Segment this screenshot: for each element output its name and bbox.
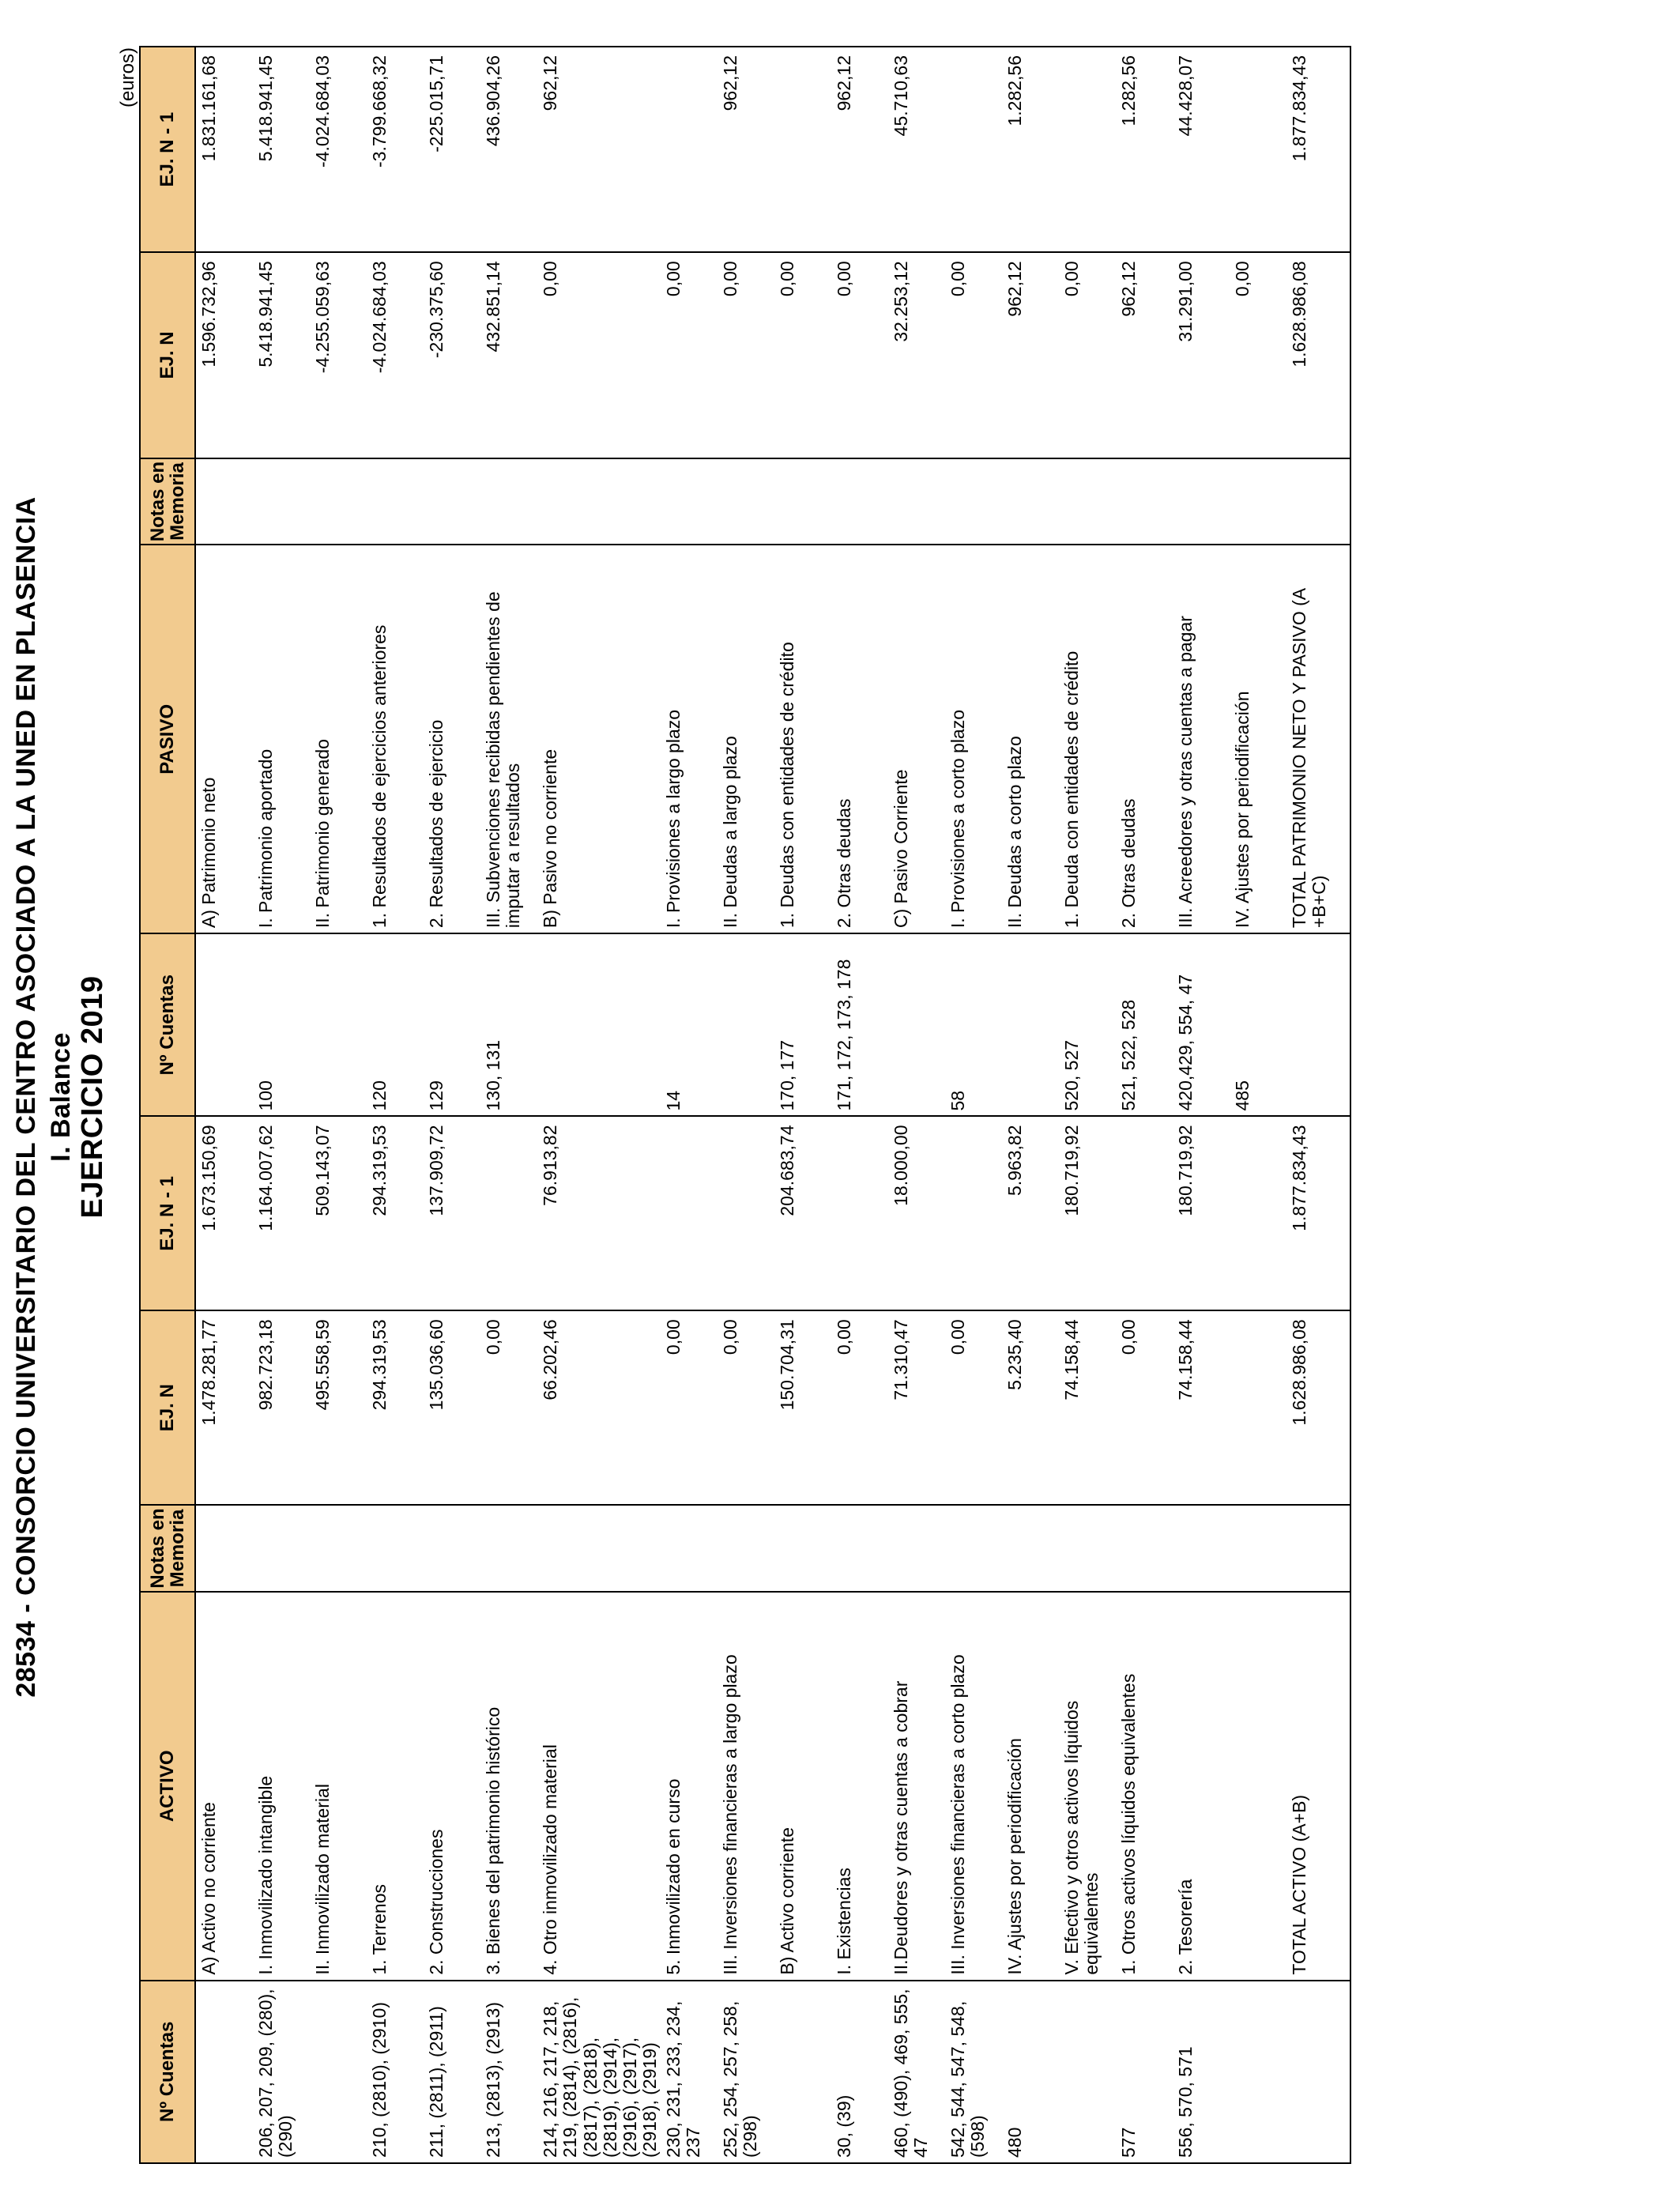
pasivo-label-cell: II. Deudas a corto plazo	[1002, 545, 1059, 933]
activo-accounts-cell: 211, (2811), (2911)	[424, 1981, 480, 2163]
activo-accounts-cell: 252, 254, 257, 258, (298)	[718, 1981, 774, 2163]
col-header-ej-n-pasivo: EJ. N	[140, 252, 195, 458]
activo-accounts-cell: 577	[1116, 1981, 1173, 2163]
activo-ej-n-cell: 1.478.281,77	[195, 1310, 253, 1505]
pasivo-ej-n1-cell	[1059, 47, 1116, 252]
pasivo-ej-n-cell: 31.291,00	[1173, 252, 1230, 458]
pasivo-accounts-cell	[310, 933, 367, 1116]
activo-ej-n-cell: 0,00	[480, 1310, 537, 1505]
pasivo-ej-n1-cell: -4.024.684,03	[310, 47, 367, 252]
table-row	[1002, 47, 1059, 2163]
col-header-ej-n1: EJ. N - 1	[140, 1116, 195, 1310]
pasivo-label-cell: I. Provisiones a corto plazo	[945, 545, 1002, 933]
pasivo-notes-cell	[1116, 458, 1173, 545]
pasivo-notes-cell	[480, 458, 537, 545]
activo-ej-n-cell: 0,00	[831, 1310, 888, 1505]
pasivo-ej-n1-cell	[945, 47, 1002, 252]
table-row	[310, 47, 367, 2163]
activo-label-cell: 1. Otros activos líquidos equivalentes	[1116, 1592, 1173, 1981]
table-row	[195, 47, 253, 2163]
activo-accounts-cell	[774, 1981, 831, 2163]
pasivo-accounts-cell	[537, 933, 661, 1116]
activo-label-cell: IV. Ajustes por periodificación	[1002, 1592, 1059, 1981]
table-row	[424, 47, 480, 2163]
pasivo-notes-cell	[537, 458, 661, 545]
pasivo-label-cell: A) Patrimonio neto	[195, 545, 253, 933]
activo-label-cell: 4. Otro inmovilizado material	[537, 1592, 661, 1981]
activo-accounts-cell: 214, 216, 217, 218, 219, (2814), (2816), (2817), (2818), (2819), (2914), (2916), (2917), (2918), (2919)	[537, 1981, 661, 2163]
pasivo-label-cell: 1. Deuda con entidades de crédito	[1059, 545, 1116, 933]
activo-ej-n-cell: 71.310,47	[888, 1310, 945, 1505]
col-header-notes-pasivo: Notas en Memoria	[140, 458, 195, 545]
pasivo-accounts-cell	[195, 933, 253, 1116]
activo-ej-n1-cell: 204.683,74	[774, 1116, 831, 1310]
activo-accounts-cell: 30, (39)	[831, 1981, 888, 2163]
activo-accounts-cell	[1059, 1981, 1116, 2163]
pasivo-notes-cell	[945, 458, 1002, 545]
activo-notes-cell	[195, 1505, 253, 1592]
activo-ej-n-cell: 150.704,31	[774, 1310, 831, 1505]
pasivo-ej-n-cell: 432.851,14	[480, 252, 537, 458]
activo-ej-n1-cell: 1.164.007,62	[253, 1116, 310, 1310]
activo-ej-n1-cell: 180.719,92	[1173, 1116, 1230, 1310]
pasivo-label-cell: TOTAL PATRIMONIO NETO Y PASIVO (A +B+C)	[1286, 545, 1350, 933]
col-header-accounts-pasivo: Nº Cuentas	[140, 933, 195, 1116]
pasivo-notes-cell	[661, 458, 718, 545]
pasivo-label-cell: II. Patrimonio generado	[310, 545, 367, 933]
pasivo-ej-n-cell: 0,00	[831, 252, 888, 458]
table-row	[1173, 47, 1230, 2163]
pasivo-accounts-cell: 14	[661, 933, 718, 1116]
activo-notes-cell	[718, 1505, 774, 1592]
activo-label-cell: B) Activo corriente	[774, 1592, 831, 1981]
pasivo-notes-cell	[831, 458, 888, 545]
pasivo-notes-cell	[424, 458, 480, 545]
activo-notes-cell	[480, 1505, 537, 1592]
balance-table	[139, 46, 1351, 2164]
pasivo-accounts-cell: 120	[367, 933, 424, 1116]
pasivo-ej-n-cell: 0,00	[537, 252, 661, 458]
pasivo-ej-n1-cell: 1.282,56	[1002, 47, 1059, 252]
activo-ej-n1-cell: 294.319,53	[367, 1116, 424, 1310]
pasivo-notes-cell	[888, 458, 945, 545]
activo-notes-cell	[424, 1505, 480, 1592]
activo-ej-n1-cell	[1116, 1116, 1173, 1310]
pasivo-accounts-cell: 170, 177	[774, 933, 831, 1116]
table-row	[537, 47, 661, 2163]
activo-ej-n-cell: 0,00	[945, 1310, 1002, 1505]
pasivo-label-cell: 2. Otras deudas	[1116, 545, 1173, 933]
pasivo-ej-n-cell: 0,00	[945, 252, 1002, 458]
pasivo-accounts-cell: 521, 522, 528	[1116, 933, 1173, 1116]
col-header-notes: Notas en Memoria	[140, 1505, 195, 1592]
activo-label-cell: 3. Bienes del patrimonio histórico	[480, 1592, 537, 1981]
pasivo-ej-n-cell: 0,00	[774, 252, 831, 458]
activo-label-cell: V. Efectivo y otros activos líquidos equivalentes	[1059, 1592, 1116, 1981]
activo-ej-n-cell: 0,00	[661, 1310, 718, 1505]
pasivo-ej-n-cell: 0,00	[718, 252, 774, 458]
pasivo-accounts-cell: 129	[424, 933, 480, 1116]
activo-ej-n-cell	[1230, 1310, 1286, 1505]
pasivo-notes-cell	[718, 458, 774, 545]
pasivo-label-cell: I. Provisiones a largo plazo	[661, 545, 718, 933]
activo-ej-n-cell: 0,00	[718, 1310, 774, 1505]
activo-label-cell: 2. Tesorería	[1173, 1592, 1230, 1981]
activo-accounts-cell	[310, 1981, 367, 2163]
pasivo-ej-n1-cell: 1.877.834,43	[1286, 47, 1350, 252]
activo-ej-n-cell: 1.628.986,08	[1286, 1310, 1350, 1505]
activo-ej-n-cell: 294.319,53	[367, 1310, 424, 1505]
pasivo-ej-n-cell: 1.596.732,96	[195, 252, 253, 458]
table-row	[831, 47, 888, 2163]
pasivo-accounts-cell: 420,429, 554, 47	[1173, 933, 1230, 1116]
activo-notes-cell	[1173, 1505, 1230, 1592]
activo-accounts-cell	[195, 1981, 253, 2163]
pasivo-ej-n-cell: 0,00	[1230, 252, 1286, 458]
activo-ej-n1-cell	[945, 1116, 1002, 1310]
table-row	[253, 47, 310, 2163]
pasivo-notes-cell	[1230, 458, 1286, 545]
activo-ej-n1-cell	[718, 1116, 774, 1310]
activo-notes-cell	[1286, 1505, 1350, 1592]
pasivo-label-cell: B) Pasivo no corriente	[537, 545, 661, 933]
activo-ej-n1-cell: 1.877.834,43	[1286, 1116, 1350, 1310]
activo-accounts-cell: 460, (490), 469, 555, 47	[888, 1981, 945, 2163]
activo-accounts-cell: 210, (2810), (2910)	[367, 1981, 424, 2163]
pasivo-label-cell: 2. Otras deudas	[831, 545, 888, 933]
pasivo-ej-n1-cell: 44.428,07	[1173, 47, 1230, 252]
table-row	[1286, 47, 1350, 2163]
activo-notes-cell	[888, 1505, 945, 1592]
pasivo-label-cell: II. Deudas a largo plazo	[718, 545, 774, 933]
pasivo-accounts-cell: 171, 172, 173, 178	[831, 933, 888, 1116]
pasivo-label-cell: I. Patrimonio aportado	[253, 545, 310, 933]
activo-accounts-cell: 213, (2813), (2913)	[480, 1981, 537, 2163]
activo-ej-n-cell: 74.158,44	[1059, 1310, 1116, 1505]
pasivo-notes-cell	[774, 458, 831, 545]
col-header-activo: ACTIVO	[140, 1592, 195, 1981]
activo-accounts-cell: 230, 231, 233, 234, 237	[661, 1981, 718, 2163]
pasivo-notes-cell	[310, 458, 367, 545]
activo-label-cell: II. Inmovilizado material	[310, 1592, 367, 1981]
table-row	[1059, 47, 1116, 2163]
activo-accounts-cell: 206, 207, 209, (280), (290)	[253, 1981, 310, 2163]
activo-ej-n-cell: 495.558,59	[310, 1310, 367, 1505]
table-body	[195, 47, 1350, 2163]
pasivo-notes-cell	[253, 458, 310, 545]
activo-label-cell: I. Existencias	[831, 1592, 888, 1981]
pasivo-ej-n-cell: 1.628.986,08	[1286, 252, 1350, 458]
activo-label-cell: III. Inversiones financieras a corto plazo	[945, 1592, 1002, 1981]
activo-label-cell: A) Activo no corriente	[195, 1592, 253, 1981]
activo-accounts-cell	[1230, 1981, 1286, 2163]
activo-ej-n1-cell: 18.000,00	[888, 1116, 945, 1310]
table-row	[661, 47, 718, 2163]
activo-ej-n-cell: 66.202,46	[537, 1310, 661, 1505]
activo-accounts-cell: 480	[1002, 1981, 1059, 2163]
pasivo-label-cell: III. Subvenciones recibidas pendientes de imputar a resultados	[480, 545, 537, 933]
activo-notes-cell	[1002, 1505, 1059, 1592]
col-header-ej-n1-pasivo: EJ. N - 1	[140, 47, 195, 252]
activo-ej-n-cell: 5.235,40	[1002, 1310, 1059, 1505]
pasivo-ej-n1-cell	[661, 47, 718, 252]
pasivo-ej-n-cell: 962,12	[1002, 252, 1059, 458]
pasivo-ej-n1-cell: 962,12	[537, 47, 661, 252]
activo-notes-cell	[1230, 1505, 1286, 1592]
activo-ej-n1-cell	[1230, 1116, 1286, 1310]
activo-ej-n1-cell	[831, 1116, 888, 1310]
table-row	[718, 47, 774, 2163]
pasivo-ej-n1-cell: 1.831.161,68	[195, 47, 253, 252]
activo-label-cell: 1. Terrenos	[367, 1592, 424, 1981]
pasivo-notes-cell	[1059, 458, 1116, 545]
activo-ej-n1-cell: 180.719,92	[1059, 1116, 1116, 1310]
activo-notes-cell	[367, 1505, 424, 1592]
pasivo-ej-n1-cell: 436.904,26	[480, 47, 537, 252]
pasivo-ej-n-cell: 0,00	[1059, 252, 1116, 458]
pasivo-notes-cell	[367, 458, 424, 545]
pasivo-notes-cell	[195, 458, 253, 545]
pasivo-accounts-cell	[1286, 933, 1350, 1116]
activo-ej-n-cell: 74.158,44	[1173, 1310, 1230, 1505]
pasivo-ej-n1-cell: -225.015,71	[424, 47, 480, 252]
activo-notes-cell	[310, 1505, 367, 1592]
activo-accounts-cell: 542, 544, 547, 548, (598)	[945, 1981, 1002, 2163]
pasivo-ej-n-cell: 0,00	[661, 252, 718, 458]
activo-ej-n-cell: 982.723,18	[253, 1310, 310, 1505]
activo-ej-n1-cell: 76.913,82	[537, 1116, 661, 1310]
table-row	[1230, 47, 1286, 2163]
activo-notes-cell	[774, 1505, 831, 1592]
pasivo-accounts-cell	[718, 933, 774, 1116]
pasivo-label-cell: C) Pasivo Corriente	[888, 545, 945, 933]
pasivo-ej-n1-cell: -3.799.668,32	[367, 47, 424, 252]
activo-label-cell: 5. Inmovilizado en curso	[661, 1592, 718, 1981]
activo-ej-n-cell: 135.036,60	[424, 1310, 480, 1505]
pasivo-ej-n-cell: -4.024.684,03	[367, 252, 424, 458]
exercise-title: EJERCICIO 2019	[76, 975, 109, 1219]
activo-label-cell: I. Inmovilizado intangible	[253, 1592, 310, 1981]
table-row	[774, 47, 831, 2163]
pasivo-ej-n1-cell: 962,12	[718, 47, 774, 252]
activo-notes-cell	[945, 1505, 1002, 1592]
pasivo-accounts-cell: 58	[945, 933, 1002, 1116]
pasivo-accounts-cell: 520, 527	[1059, 933, 1116, 1116]
activo-ej-n1-cell	[661, 1116, 718, 1310]
activo-ej-n1-cell: 137.909,72	[424, 1116, 480, 1310]
activo-notes-cell	[1059, 1505, 1116, 1592]
activo-accounts-cell	[1286, 1981, 1350, 2163]
pasivo-accounts-cell	[888, 933, 945, 1116]
pasivo-ej-n1-cell: 5.418.941,45	[253, 47, 310, 252]
pasivo-ej-n-cell: 5.418.941,45	[253, 252, 310, 458]
activo-label-cell	[1230, 1592, 1286, 1981]
table-row	[480, 47, 537, 2163]
report-title: 28534 - CONSORCIO UNIVERSITARIO DEL CENTRO ASOCIADO A LA UNED EN PLASENCIA	[11, 496, 41, 1698]
pasivo-accounts-cell: 485	[1230, 933, 1286, 1116]
col-header-pasivo: PASIVO	[140, 545, 195, 933]
pasivo-notes-cell	[1002, 458, 1059, 545]
activo-notes-cell	[831, 1505, 888, 1592]
pasivo-accounts-cell: 130, 131	[480, 933, 537, 1116]
col-header-ej-n: EJ. N	[140, 1310, 195, 1505]
activo-ej-n1-cell	[480, 1116, 537, 1310]
col-header-accounts: Nº Cuentas	[140, 1981, 195, 2163]
pasivo-ej-n-cell: -230.375,60	[424, 252, 480, 458]
pasivo-label-cell: IV. Ajustes por periodificación	[1230, 545, 1286, 933]
pasivo-accounts-cell	[1002, 933, 1059, 1116]
activo-accounts-cell: 556, 570, 571	[1173, 1981, 1230, 2163]
pasivo-label-cell: 1. Resultados de ejercicios anteriores	[367, 545, 424, 933]
table-row	[945, 47, 1002, 2163]
pasivo-ej-n1-cell	[774, 47, 831, 252]
currency-unit: (euros)	[117, 47, 138, 108]
activo-ej-n1-cell: 5.963,82	[1002, 1116, 1059, 1310]
activo-label-cell: III. Inversiones financieras a largo plazo	[718, 1592, 774, 1981]
pasivo-ej-n-cell: 962,12	[1116, 252, 1173, 458]
pasivo-ej-n1-cell	[1230, 47, 1286, 252]
pasivo-notes-cell	[1173, 458, 1230, 545]
pasivo-ej-n-cell: 32.253,12	[888, 252, 945, 458]
table-row	[367, 47, 424, 2163]
activo-notes-cell	[253, 1505, 310, 1592]
pasivo-label-cell: 1. Deudas con entidades de crédito	[774, 545, 831, 933]
activo-ej-n-cell: 0,00	[1116, 1310, 1173, 1505]
pasivo-label-cell: 2. Resultados de ejercicio	[424, 545, 480, 933]
activo-label-cell: II.Deudores y otras cuentas a cobrar	[888, 1592, 945, 1981]
table-row	[1116, 47, 1173, 2163]
pasivo-notes-cell	[1286, 458, 1350, 545]
pasivo-accounts-cell: 100	[253, 933, 310, 1116]
activo-ej-n1-cell: 1.673.150,69	[195, 1116, 253, 1310]
pasivo-label-cell: III. Acreedores y otras cuentas a pagar	[1173, 545, 1230, 933]
pasivo-ej-n1-cell: 45.710,63	[888, 47, 945, 252]
report-subtitle: I. Balance	[46, 1032, 76, 1162]
pasivo-ej-n-cell: -4.255.059,63	[310, 252, 367, 458]
table-header	[140, 47, 195, 2163]
pasivo-ej-n1-cell: 962,12	[831, 47, 888, 252]
activo-notes-cell	[661, 1505, 718, 1592]
activo-label-cell: TOTAL ACTIVO (A+B)	[1286, 1592, 1350, 1981]
table-row	[888, 47, 945, 2163]
activo-ej-n1-cell: 509.143,07	[310, 1116, 367, 1310]
pasivo-ej-n1-cell: 1.282,56	[1116, 47, 1173, 252]
activo-notes-cell	[1116, 1505, 1173, 1592]
activo-notes-cell	[537, 1505, 661, 1592]
activo-label-cell: 2. Construcciones	[424, 1592, 480, 1981]
